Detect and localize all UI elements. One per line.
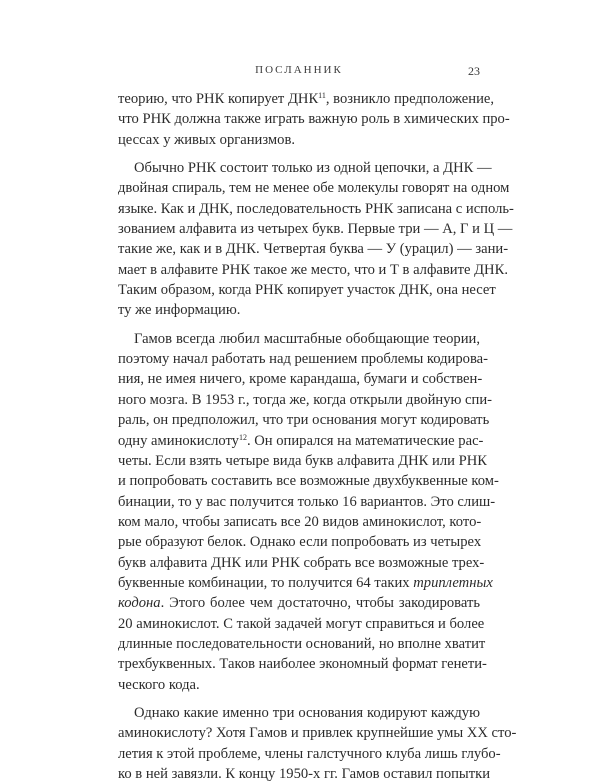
paragraph-gap [118,321,480,329]
text-line [118,703,480,723]
text-line [118,178,510,198]
text-line [118,369,483,389]
line-text: языке. Как и ДНК, последовательность РНК записана с исполь- [118,200,514,217]
text-line [118,280,496,300]
line-text: двойная спираль, тем не менее обе молекулы говорят на одном [118,180,510,197]
paragraph [118,329,499,695]
line-text: . Он опирался на математические рас- [246,432,484,449]
line-text: буквенные комбинации, то получится 64 таких [118,574,414,591]
text-line [118,130,480,150]
text-line [118,512,480,532]
line-text: Гамов всегда любил масштабные обобщающие теории, [134,330,480,347]
paragraph [118,703,517,784]
text-line [118,199,514,219]
text-line [118,329,480,349]
line-text: раль, он предположил, что три основания могут кодировать [118,412,490,429]
text-line [118,239,509,259]
text-line [118,260,508,280]
line-text: зованием алфавита из четырех букв. Первые три — А, Г и Ц — [118,221,513,238]
text-line [118,410,490,430]
text-line [118,349,488,369]
text-line [118,573,493,593]
text-line [118,675,480,695]
line-text: теорию, что РНК копирует ДНК [118,91,319,107]
line-text: Обычно РНК состоит только из одной цепочки, а ДНК — [134,160,492,177]
line-text: цессах у живых организмов. [118,131,295,148]
line-text: Таким образом, когда РНК копирует участок ДНК, она несет [118,282,496,299]
line-text: ного мозга. В 1953 г., тогда же, когда открыли двойную спи- [118,391,492,408]
text-line [118,390,492,410]
line-text: трехбуквенных. Таков наиболее экономный формат генети- [118,656,487,673]
text-line [118,764,491,784]
italic-term: кодона [118,595,161,612]
line-text: аминокислоту? Хотя Гамов и привлек крупнейшие умы XX сто- [118,725,517,742]
text-line [118,634,486,654]
text-line [118,451,487,471]
line-text: и попробовать составить все возможные двухбуквенные ком- [118,473,499,490]
body-text [118,89,517,784]
footnote-ref[interactable]: 12 [238,432,247,442]
text-line [118,723,517,743]
line-text: четы. Если взять четыре вида букв алфавита ДНК или РНК [118,452,487,469]
text-line [118,158,492,178]
text-line [118,744,501,764]
text-line [118,614,485,634]
running-head: ПОСЛАННИК [255,64,343,76]
paragraph [118,89,510,150]
line-text: ту же информацию. [118,302,241,319]
line-text: рые образуют белок. Однако если попробовать из четырех [118,534,482,551]
text-line [118,219,513,239]
line-text: , возникло предположение, [325,91,495,107]
line-text: длинные последовательности оснований, но вполне хватит [118,635,486,652]
line-text: летия к этой проблеме, члены галстучного клуба лишь глубо- [118,745,501,762]
line-text: 20 аминокислот. С такой задачей могут справиться и более [118,615,485,632]
text-line [118,593,480,613]
text-line [118,654,487,674]
text-line [118,553,485,573]
line-text: поэтому начал работать над решением проблемы кодирова- [118,351,488,368]
line-text: что РНК должна также играть важную роль в химических про- [118,111,510,128]
line-text: ком мало, чтобы записать все 20 видов аминокислот, кото- [118,513,482,530]
line-text: . Этого более чем достаточно, чтобы закодировать [160,595,480,612]
text-line [118,532,480,552]
italic-term: триплетных [413,574,493,591]
footnote-ref[interactable]: 11 [318,91,326,100]
line-text: ческого кода. [118,676,200,693]
text-line [118,109,510,129]
text-line [118,89,495,109]
page-header [118,64,480,80]
line-text: мает в алфавите РНК такое же место, что и Т в алфавите ДНК. [118,261,508,278]
line-text: ко в ней завязли. К концу 1950-х гг. Гамов оставил попытки [118,766,491,782]
line-text: Однако какие именно три основания кодируют каждую [134,704,480,721]
text-line [118,471,499,491]
line-text: букв алфавита ДНК или РНК собрать все возможные трех- [118,554,485,571]
paragraph-gap [118,695,480,703]
text-line [118,300,480,320]
text-line [118,431,484,451]
text-line [118,492,496,512]
paragraph-gap [118,150,480,158]
line-text: бинации, то у вас получится только 16 вариантов. Это слиш- [118,493,496,510]
line-text: такие же, как и в ДНК. Четвертая буква — У (урацил) — зани- [118,241,509,258]
line-text: одну аминокислоту [118,432,239,449]
paragraph [118,158,514,321]
page-number: 23 [468,64,480,78]
line-text: ния, не имея ничего, кроме карандаша, бумаги и собствен- [118,371,483,388]
